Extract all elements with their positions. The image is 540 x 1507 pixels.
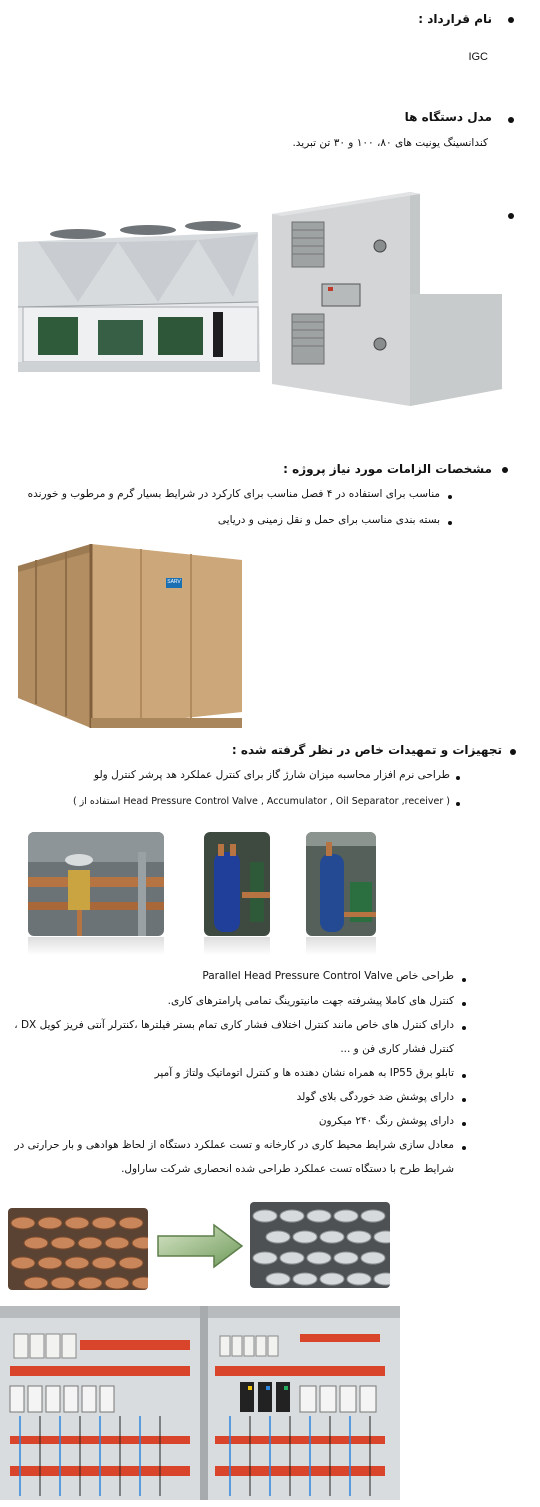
photo-reflection <box>306 937 376 955</box>
bullet <box>508 117 514 123</box>
pressure-valve-photo <box>28 832 164 936</box>
bullet <box>456 802 460 806</box>
crate-logo: SARV <box>167 579 181 585</box>
bullet <box>510 749 516 755</box>
feature-item: معادل سازی شرایط محیط کاری در کارخانه و تست عملکرد دستگاه از لحاظ هوادهی و بار حرارتی در <box>14 1139 454 1151</box>
feature-item-continued: کنترل فشار کاری فن و ... <box>340 1043 454 1055</box>
bullet <box>508 17 514 23</box>
feature-item: دارای پوشش ضد خوردگی بلای گولد <box>296 1091 454 1103</box>
condensing-unit-photo <box>8 212 266 382</box>
bullet <box>462 1002 466 1006</box>
bullet <box>456 776 460 780</box>
accumulator-photo <box>204 832 270 936</box>
photo-reflection <box>204 937 270 955</box>
photo-reflection <box>28 937 164 955</box>
requirement-item: بسته بندی مناسب برای حمل و نقل زمینی و دریایی <box>217 514 440 526</box>
oil-separator-photo <box>306 832 376 936</box>
contract-value: IGC <box>468 51 488 63</box>
bullet <box>462 978 466 982</box>
bullet <box>508 213 514 219</box>
equipment-item: ( Head Pressure Control Valve , Accumulator , Oil Separator ,receiver استفاده از ) <box>72 796 450 807</box>
requirement-item: مناسب برای استفاده در ۴ فصل مناسب برای کارکرد در شرایط بسیار گرم و مرطوب و خورنده <box>27 488 440 500</box>
requirements-label: مشخصات الزامات مورد نیاز پروژه : <box>283 462 492 476</box>
model-label: مدل دستگاه ها <box>404 110 492 124</box>
equipment-label: تجهیزات و تمهیدات خاص در نظر گرفته شده : <box>231 743 502 757</box>
feature-item: دارای پوشش رنگ ۲۴۰ میکرون <box>318 1115 454 1127</box>
bullet <box>502 467 508 473</box>
model-value: کندانسینگ یونیت های ۸۰، ۱۰۰ و ۳۰ تن تبرید. <box>292 137 488 149</box>
arrow-right-icon <box>156 1222 244 1270</box>
electrical-panel-photo <box>0 1306 400 1500</box>
bullet <box>462 1146 466 1150</box>
feature-item: طراحی خاص Parallel Head Pressure Control Valve <box>202 970 454 982</box>
air-handler-photo <box>270 184 504 412</box>
coated-coil-photo <box>250 1202 390 1288</box>
feature-item: کنترل های کاملا پیشرفته جهت مانیتورینگ تمامی پارامترهای کاری. <box>167 995 454 1007</box>
bullet <box>462 1026 466 1030</box>
copper-coil-photo <box>8 1208 148 1290</box>
bullet <box>462 1122 466 1126</box>
bullet <box>462 1074 466 1078</box>
feature-item: دارای کنترل های خاص مانند کنترل اختلاف فشار کاری تمام بستر فیلترها ،کنترلر آنتی فریز کویل DX ، <box>14 1019 454 1031</box>
bullet <box>448 521 452 525</box>
feature-item-continued: شرایط طرح با دستگاه تست عملکرد طراحی شده انحصاری شرکت ساراول. <box>121 1163 454 1175</box>
feature-item: تابلو برق IP55 به همراه نشان دهنده ها و کنترل اتوماتیک ولتاژ و آمپر <box>154 1067 454 1079</box>
wooden-crate-photo <box>16 538 244 732</box>
bullet <box>448 495 452 499</box>
contract-label: نام قرارداد : <box>418 12 492 26</box>
equipment-item: طراحی نرم افزار محاسبه میزان شارژ گاز برای کنترل عملکرد هد پرشر کنترل ولو <box>94 769 450 781</box>
bullet <box>462 1098 466 1102</box>
